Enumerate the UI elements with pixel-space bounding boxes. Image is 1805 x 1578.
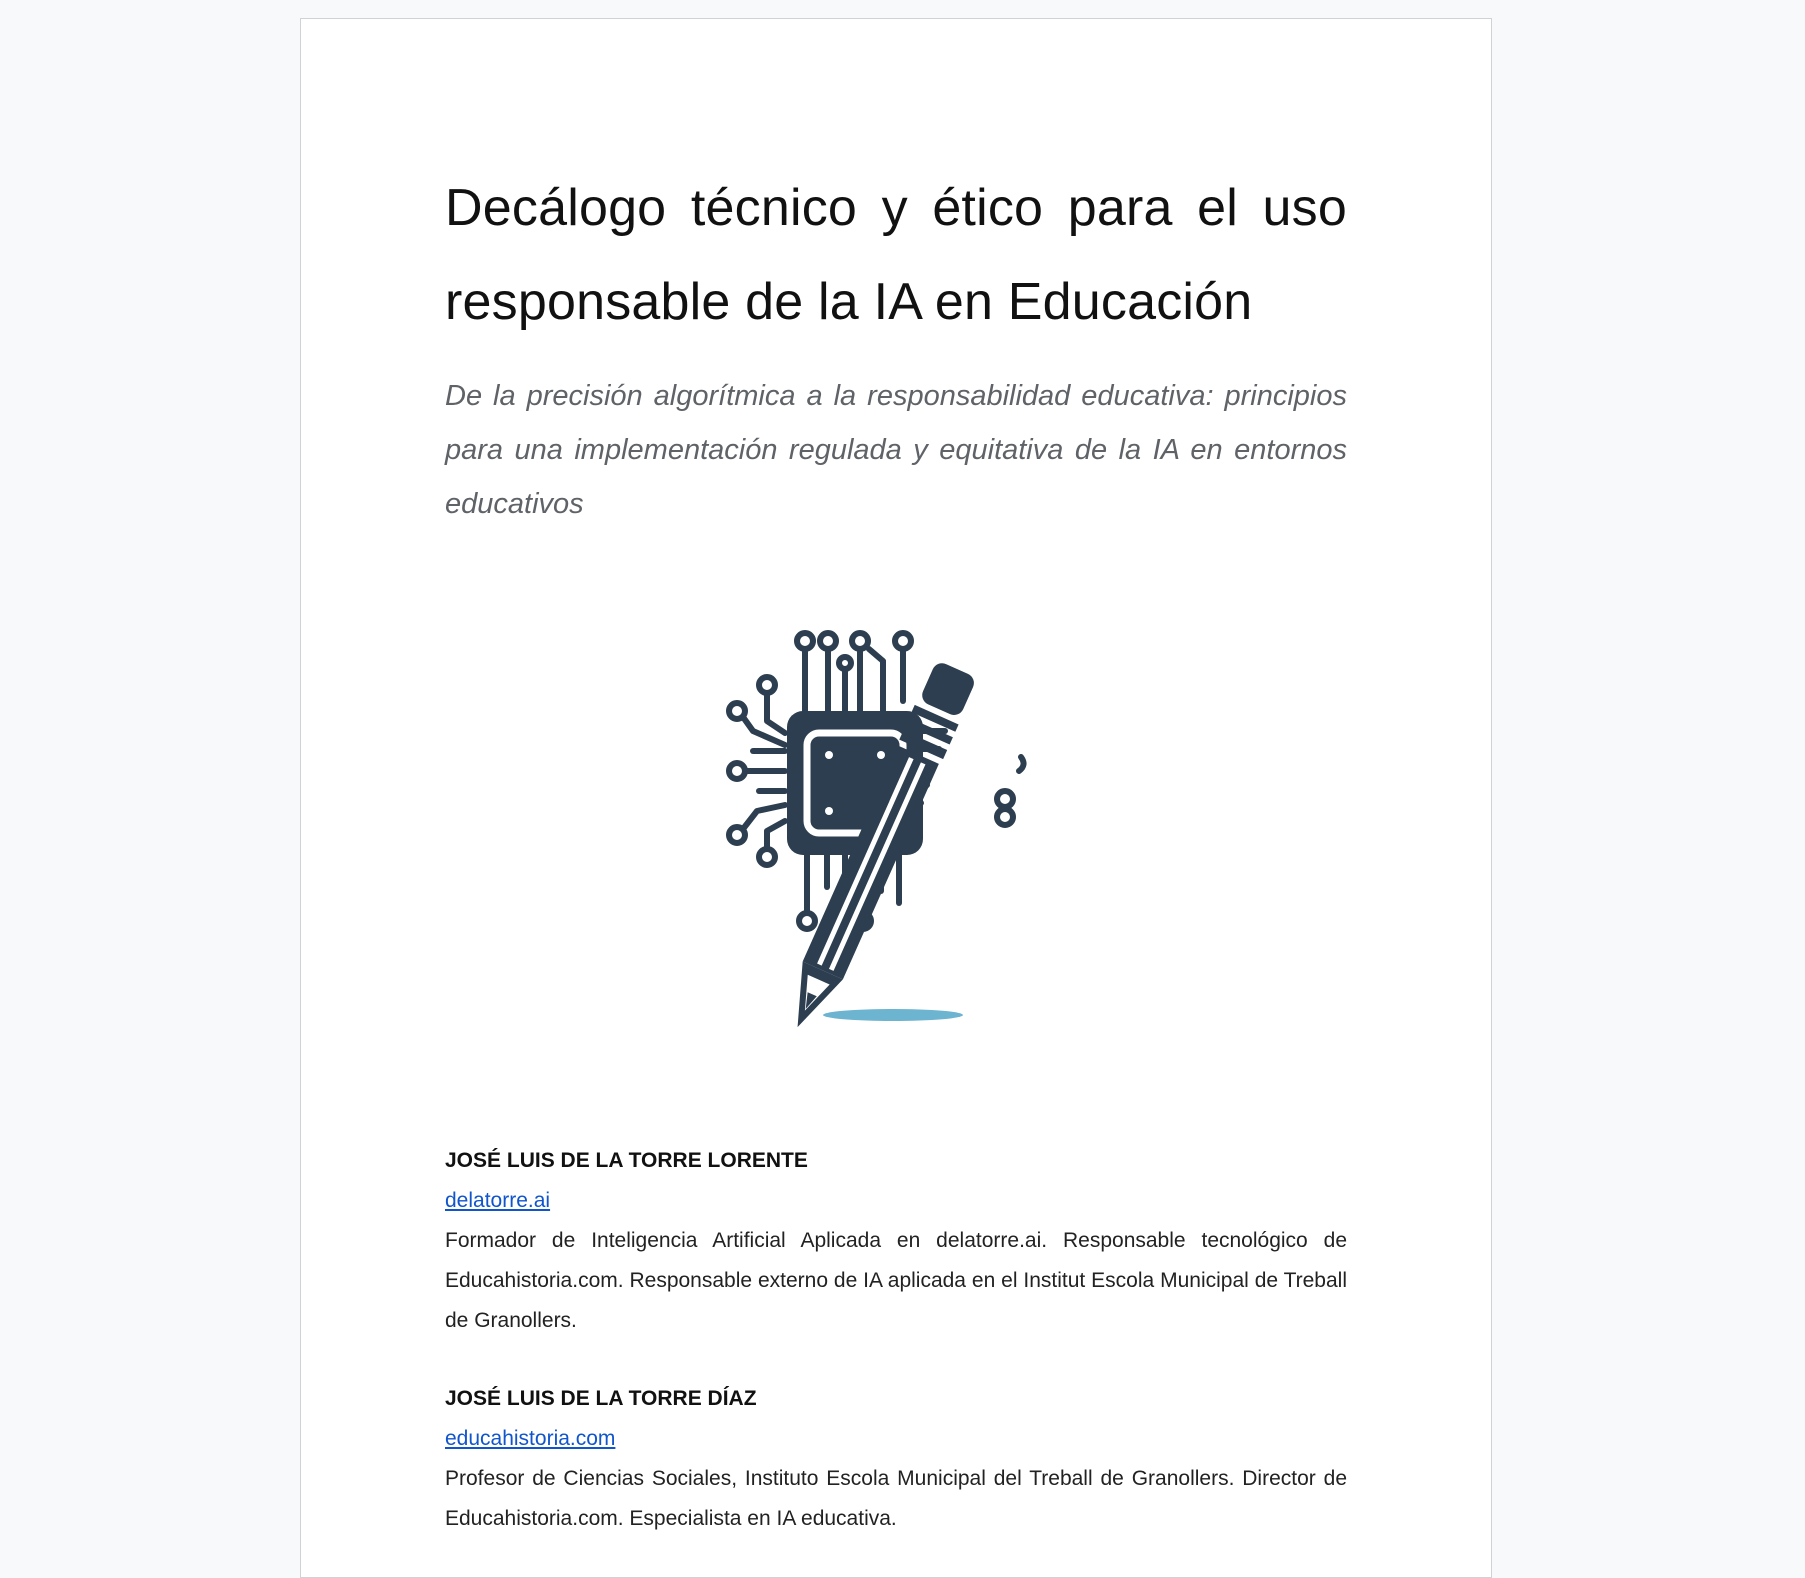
author-name: JOSÉ LUIS DE LA TORRE DÍAZ: [445, 1387, 757, 1410]
ai-chip-pencil-icon: [725, 621, 1065, 1041]
author-website-link[interactable]: educahistoria.com: [445, 1427, 616, 1450]
author-block: [445, 1379, 1347, 1539]
author-block: [445, 1141, 1347, 1341]
document-subtitle: De la precisión algorítmica a la responsabilidad educativa: principios para una implementación regulada y equitativa de la IA en entornos educativos: [445, 380, 1347, 520]
author-website-link[interactable]: delatorre.ai: [445, 1189, 551, 1212]
author-name: JOSÉ LUIS DE LA TORRE LORENTE: [445, 1149, 808, 1172]
document-page: [300, 18, 1492, 1578]
author-bio: Formador de Inteligencia Artificial Aplicada en delatorre.ai. Responsable tecnológico de Educahistoria.com. Responsable externo de IA aplicada en el Institut Escola Municipal de Treball de Granollers.: [445, 1229, 1347, 1332]
author-bio: Profesor de Ciencias Sociales, Instituto Escola Municipal del Treball de Granollers. Director de Educahistoria.com. Especialista en IA educativa.: [445, 1467, 1347, 1530]
document-title: Decálogo técnico y ético para el uso responsable de la IA en Educación: [445, 179, 1347, 331]
